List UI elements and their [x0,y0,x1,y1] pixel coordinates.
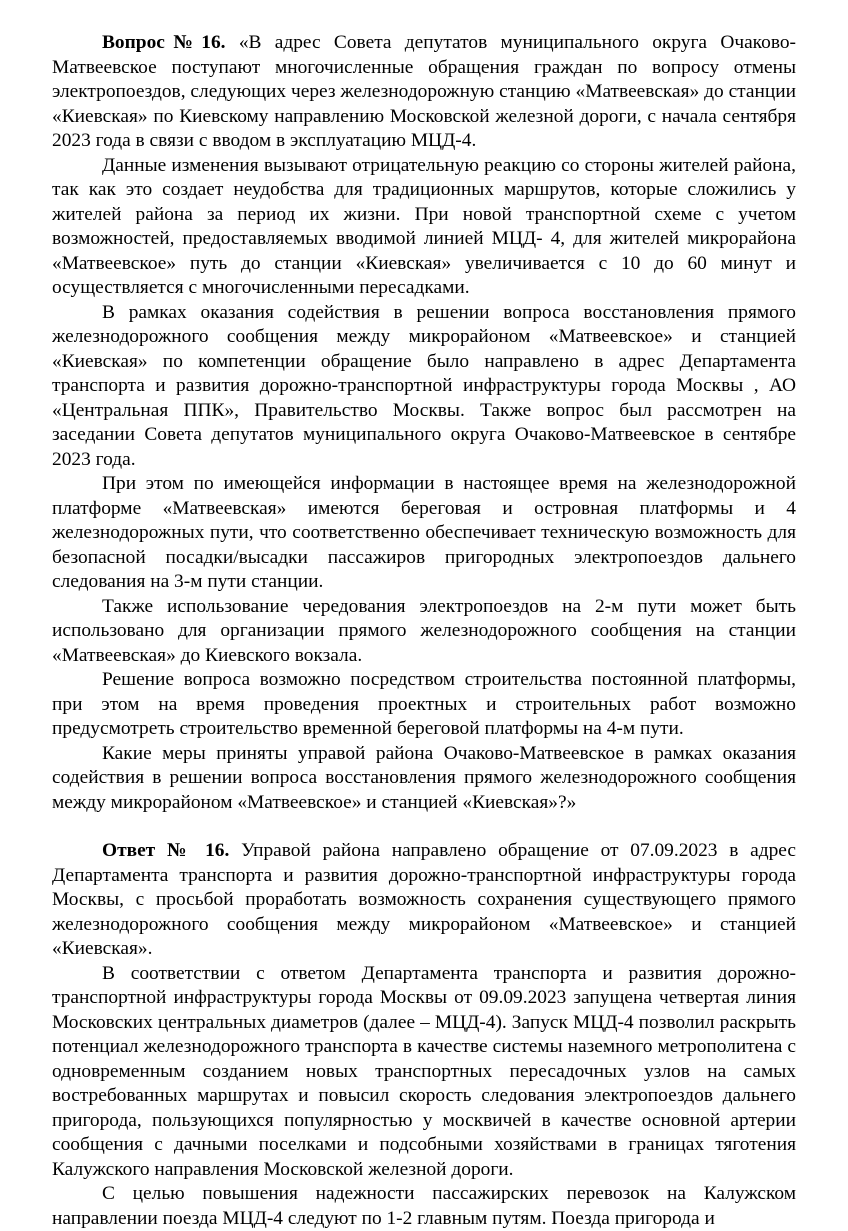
answer-text-1: Управой района направлено обращение от 07.09.2023 в адрес Департамента транспорта и развития дорожно-транспортной инфраструктуры города Москвы, с просьбой проработать возможность сохранения существующего прямого железнодорожного сообщения между микрорайоном «Матвеевское» и станцией «Киевская». [52,840,796,959]
answer-label: Ответ № 16. [102,840,230,861]
question-paragraph-7: Какие меры приняты управой района Очаково-Матвеевское в рамках оказания содействия в решении вопроса восстановления прямого железнодорожного сообщения между микрорайоном «Матвеевское» и станцией «Киевская»?» [52,742,796,813]
answer-paragraph-3: С целью повышения надежности пассажирских перевозок на Калужском направлении поезда МЦД-4 следуют по 1-2 главным путям. Поезда пригорода и [52,1183,796,1229]
answer-paragraph-2: В соответствии с ответом Департамента транспорта и развития дорожно-транспортной инфраструктуры города Москвы от 09.09.2023 запущена четвертая линия Московских центральных диаметров (далее – МЦД-4). Запуск МЦД-4 позволил раскрыть потенциал железнодорожного транспорта в качестве системы наземного метрополитена с одновременным созданием новых транспортных пересадочных узлов на самых востребованных маршрутах и повысил скорость следования электропоездов дальнего пригорода, пользующихся популярностью у москвичей в качестве основной артерии сообщения с дачными поселками и подсобными хозяйствами в границах тяготения Калужского направления Московской железной дороги. [52,962,796,1180]
answer-paragraph-1 [52,839,796,962]
question-paragraph-3: В рамках оказания содействия в решении вопроса восстановления прямого железнодорожного сообщения между микрорайоном «Матвеевское» и станцией «Киевская» по компетенции обращение было направлено в адрес Департамента транспорта и развития дорожно-транспортной инфраструктуры города Москвы , АО «Центральная ППК», Правительство Москвы. Также вопрос был рассмотрен на заседании Совета депутатов муниципального округа Очаково-Матвеевское в сентябре 2023 года. [52,301,796,470]
section-gap [52,815,796,839]
question-label: Вопрос№16. [102,32,226,53]
question-text-1: «В адрес Совета депутатов муниципального округа Очаково-Матвеевское поступают многочисленные обращения граждан по вопросу отмены электропоездов, следующих через железнодорожную станцию «Матвеевская» до станции «Киевская» по Киевскому направлению Московской железной дороги, с начала сентября 2023 года в связи с вводом в эксплуатацию МЦД-4. [52,32,796,151]
question-paragraph-6: Решение вопроса возможно посредством строительства постоянной платформы, при этом на время проведения проектных и строительных работ возможно предусмотреть строительство временной береговой платформы на 4-м пути. [52,669,796,739]
question-paragraph-1 [52,31,796,154]
question-paragraph-2: Данные изменения вызывают отрицательную реакцию со стороны жителей района, так как это создает неудобства для традиционных маршрутов, которые сложились у жителей района за период их жизни. При новой транспортной схеме с учетом возможностей, предоставляемых вводимой линией МЦД- 4, для жителей микрорайона «Матвеевское» путь до станции «Киевская» увеличивается с 10 до 60 минут и осуществляется с многочисленными пересадками. [52,154,796,298]
question-paragraph-5: Также использование чередования электропоездов на 2-м пути может быть использовано для организации прямого железнодорожного сообщения на станции «Матвеевская» до Киевского вокзала. [52,595,796,666]
question-paragraph-4: При этом по имеющейся информации в настоящее время на железнодорожной платформе «Матвеевская» имеются береговая и островная платформы и 4 железнодорожных пути, что соответственно обеспечивает техническую возможность для безопасной посадки/высадки пассажиров пригородных электропоездов дальнего следования на 3-м пути станции. [52,473,796,592]
